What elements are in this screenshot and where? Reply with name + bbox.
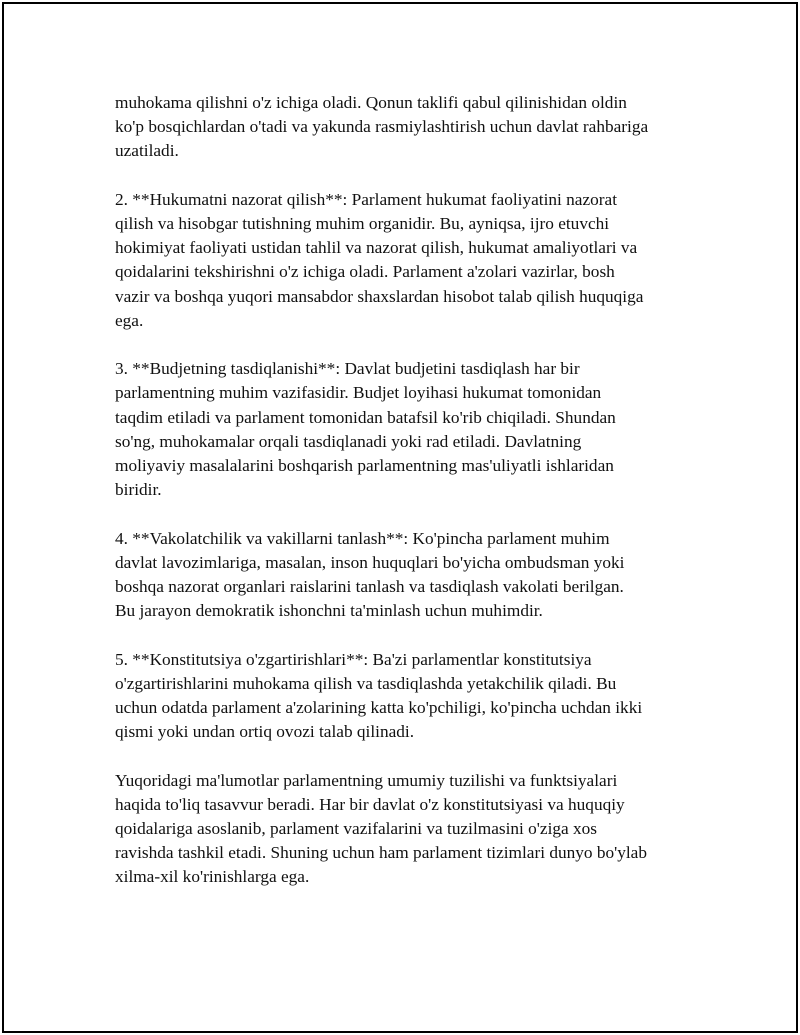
text-line: qoidalariga asoslanib, parlament vazifalarini va tuzilmasini o'ziga xos: [115, 819, 598, 839]
text-line: 5. **Konstitutsiya o'zgartirishlari**: Ba'zi parlamentlar konstitutsiya: [115, 649, 592, 669]
text-line: hokimiyat faoliyati ustidan tahlil va nazorat qilish, hukumat amaliyotlari va: [115, 238, 638, 258]
text-line: uzatiladi.: [115, 141, 179, 161]
text-line: biridir.: [115, 480, 162, 500]
text-line: so'ng, muhokamalar orqali tasdiqlanadi yoki rad etiladi. Davlatning: [115, 431, 582, 451]
text-line: muhokama qilishni o'z ichiga oladi. Qonun taklifi qabul qilinishidan oldin: [115, 93, 627, 112]
text-line: ravishda tashkil etadi. Shuning uchun ham parlament tizimlari dunyo bo'ylab: [115, 843, 647, 863]
text-line: o'zgartirishlarini muhokama qilish va tasdiqlashda yetakchilik qiladi. Bu: [115, 673, 617, 693]
text-line: Yuqoridagi ma'lumotlar parlamentning umumiy tuzilishi va funktsiyalari: [115, 770, 618, 790]
text-line: uchun odatda parlament a'zolarining katta ko'pchiligi, ko'pincha uchdan ikki: [115, 698, 643, 718]
text-line: vazir va boshqa yuqori mansabdor shaxslardan hisobot talab qilish huquqiga: [115, 286, 644, 306]
text-line: ko'p bosqichlardan o'tadi va yakunda rasmiylashtirish uchun davlat rahbariga: [115, 117, 649, 137]
paragraph-constitutional-amendments: [115, 648, 705, 745]
paragraph-budget-approval: [115, 357, 705, 502]
paragraph-legislation-continued: [115, 91, 705, 164]
text-line: qilish va hisobgar tutishning muhim organidir. Bu, ayniqsa, ijro etuvchi: [115, 214, 610, 233]
document-body: [115, 91, 705, 914]
text-line: moliyaviy masalalarini boshqarish parlamentning mas'uliyatli ishlaridan: [115, 456, 614, 476]
text-line: 2. **Hukumatni nazorat qilish**: Parlament hukumat faoliyatini nazorat: [115, 189, 617, 209]
text-line: qismi yoki undan ortiq ovozi talab qilinadi.: [115, 722, 415, 742]
text-line: ega.: [115, 310, 144, 330]
paragraph-appointments: [115, 527, 705, 624]
text-line: Bu jarayon demokratik ishonchni ta'minlash uchun muhimdir.: [115, 601, 543, 621]
text-line: 4. **Vakolatchilik va vakillarni tanlash**: Ko'pincha parlament muhim: [115, 528, 610, 548]
paragraph-conclusion: [115, 769, 705, 890]
text-line: parlamentning muhim vazifasidir. Budjet loyihasi hukumat tomonidan: [115, 383, 602, 403]
text-line: xilma-xil ko'rinishlarga ega.: [115, 867, 310, 887]
text-line: 3. **Budjetning tasdiqlanishi**: Davlat budjetini tasdiqlash har bir: [115, 359, 580, 379]
text-line: qoidalarini tekshirishni o'z ichiga oladi. Parlament a'zolari vazirlar, bosh: [115, 262, 615, 282]
text-line: taqdim etiladi va parlament tomonidan batafsil ko'rib chiqiladi. Shundan: [115, 407, 616, 427]
text-line: davlat lavozimlariga, masalan, inson huquqlari bo'yicha ombudsman yoki: [115, 552, 625, 572]
text-line: boshqa nazorat organlari raislarini tanlash va tasdiqlash vakolati berilgan.: [115, 577, 624, 597]
paragraph-government-oversight: [115, 188, 705, 333]
text-line: haqida to'liq tasavvur beradi. Har bir davlat o'z konstitutsiyasi va huquqiy: [115, 794, 625, 814]
